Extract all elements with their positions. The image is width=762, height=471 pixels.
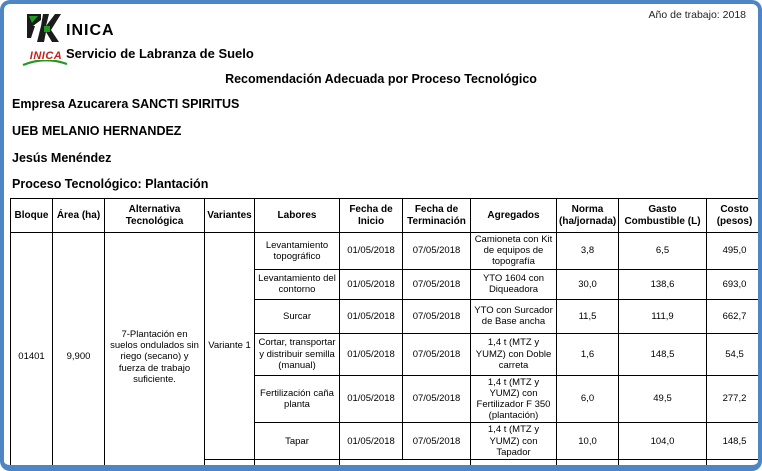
cell-agregado: 1,4 t (MTZ y YUMZ) con Tapador [471, 423, 557, 460]
cell-costo: 148,5 [707, 423, 762, 460]
service-name: Servicio de Labranza de Suelo [66, 46, 254, 61]
report-title: Recomendación Adecuada por Proceso Tecnológico [225, 72, 537, 86]
cell-labor: Surcar [255, 299, 340, 333]
cell-norma: 3,8 [557, 233, 619, 270]
cell-agregado: YTO 1604 con Diqueadora [471, 269, 557, 299]
cell-agregado: 1,4 t (MTZ y YUMZ) con Doble carreta [471, 333, 557, 375]
cell-labor: Cortar, transportar y distribuir semilla (manual) [255, 333, 340, 375]
cell-costo: 54,5 [707, 333, 762, 375]
cell-norma: 30,0 [557, 269, 619, 299]
cell-fecha-inicio: 01/05/2018 [340, 269, 403, 299]
cell-fecha-fin: 07/05/2018 [403, 299, 471, 333]
total-norma: - [557, 460, 619, 471]
org-name: INICA [66, 22, 115, 39]
cell-costo: 277,2 [707, 375, 762, 423]
cell-norma: 6,0 [557, 375, 619, 423]
col-header-costo: Costo (pesos) [707, 199, 762, 233]
ueb-line: UEB MELANIO HERNANDEZ [12, 124, 182, 138]
total-costo: 2330,9 [707, 460, 762, 471]
cell-gasto: 111,9 [619, 299, 707, 333]
cell-gasto: 6,5 [619, 233, 707, 270]
total-fechas-empty [340, 460, 471, 471]
col-header-fecha-terminacion: Fecha de Terminación [403, 199, 471, 233]
inica-logo-icon [25, 12, 67, 46]
total-labores: 6 [255, 460, 340, 471]
col-header-area: Área (ha) [53, 199, 105, 233]
cell-norma: 11,5 [557, 299, 619, 333]
col-header-agregados: Agregados [471, 199, 557, 233]
cell-costo: 662,7 [707, 299, 762, 333]
cell-fecha-fin: 07/05/2018 [403, 333, 471, 375]
cell-agregado: YTO con Surcador de Base ancha [471, 299, 557, 333]
col-header-labores: Labores [255, 199, 340, 233]
col-header-gasto: Gasto Combustible (L) [619, 199, 707, 233]
cell-agregado: Camioneta con Kit de equipos de topografía [471, 233, 557, 270]
total-label: Total [205, 460, 255, 471]
company-line: Empresa Azucarera SANCTI SPIRITUS [12, 97, 240, 111]
cell-labor: Fertilización caña planta [255, 375, 340, 423]
cell-area: 9,900 [53, 233, 105, 471]
municipality-line: Jesús Menéndez [12, 151, 112, 165]
cell-costo: 693,0 [707, 269, 762, 299]
cell-variante: Variante 1 [205, 233, 255, 460]
cell-fecha-inicio: 01/05/2018 [340, 375, 403, 423]
cell-labor: Tapar [255, 423, 340, 460]
cell-costo: 495,0 [707, 233, 762, 270]
process-line: Proceso Tecnológico: Plantación [12, 177, 209, 191]
total-agregados: - [471, 460, 557, 471]
cell-bloque: 01401 [11, 233, 53, 471]
cell-labor: Levantamiento del contorno [255, 269, 340, 299]
col-header-norma: Norma (ha/jornada) [557, 199, 619, 233]
cell-labor: Levantamiento topográfico [255, 233, 340, 270]
total-gasto: 559,0 [619, 460, 707, 471]
cell-fecha-inicio: 01/05/2018 [340, 233, 403, 270]
col-header-fecha-inicio: Fecha de Inicio [340, 199, 403, 233]
cell-gasto: 104,0 [619, 423, 707, 460]
cell-fecha-fin: 07/05/2018 [403, 233, 471, 270]
cell-norma: 10,0 [557, 423, 619, 460]
cell-fecha-inicio: 01/05/2018 [340, 423, 403, 460]
col-header-variantes: Variantes [205, 199, 255, 233]
col-header-alternativa: Alternativa Tecnológica [105, 199, 205, 233]
inica-logo-word: INICA [29, 50, 63, 62]
cell-norma: 1,6 [557, 333, 619, 375]
work-year-label: Año de trabajo: 2018 [648, 9, 746, 21]
cell-fecha-inicio: 01/05/2018 [340, 333, 403, 375]
cell-agregado: 1,4 t (MTZ y YUMZ) con Fertilizador F 350 (plantación) [471, 375, 557, 423]
col-header-bloque: Bloque [11, 199, 53, 233]
table-header-row [11, 199, 762, 233]
cell-fecha-fin: 07/05/2018 [403, 423, 471, 460]
cell-gasto: 148,5 [619, 333, 707, 375]
recommendation-table [10, 198, 762, 471]
cell-fecha-fin: 07/05/2018 [403, 375, 471, 423]
cell-alternativa: 7-Plantación en suelos ondulados sin riego (secano) y fuerza de trabajo suficiente. [105, 233, 205, 471]
inica-logo [22, 12, 70, 66]
cell-gasto: 49,5 [619, 375, 707, 423]
cell-gasto: 138,6 [619, 269, 707, 299]
cell-fecha-inicio: 01/05/2018 [340, 299, 403, 333]
table-row [11, 233, 762, 270]
cell-fecha-fin: 07/05/2018 [403, 269, 471, 299]
